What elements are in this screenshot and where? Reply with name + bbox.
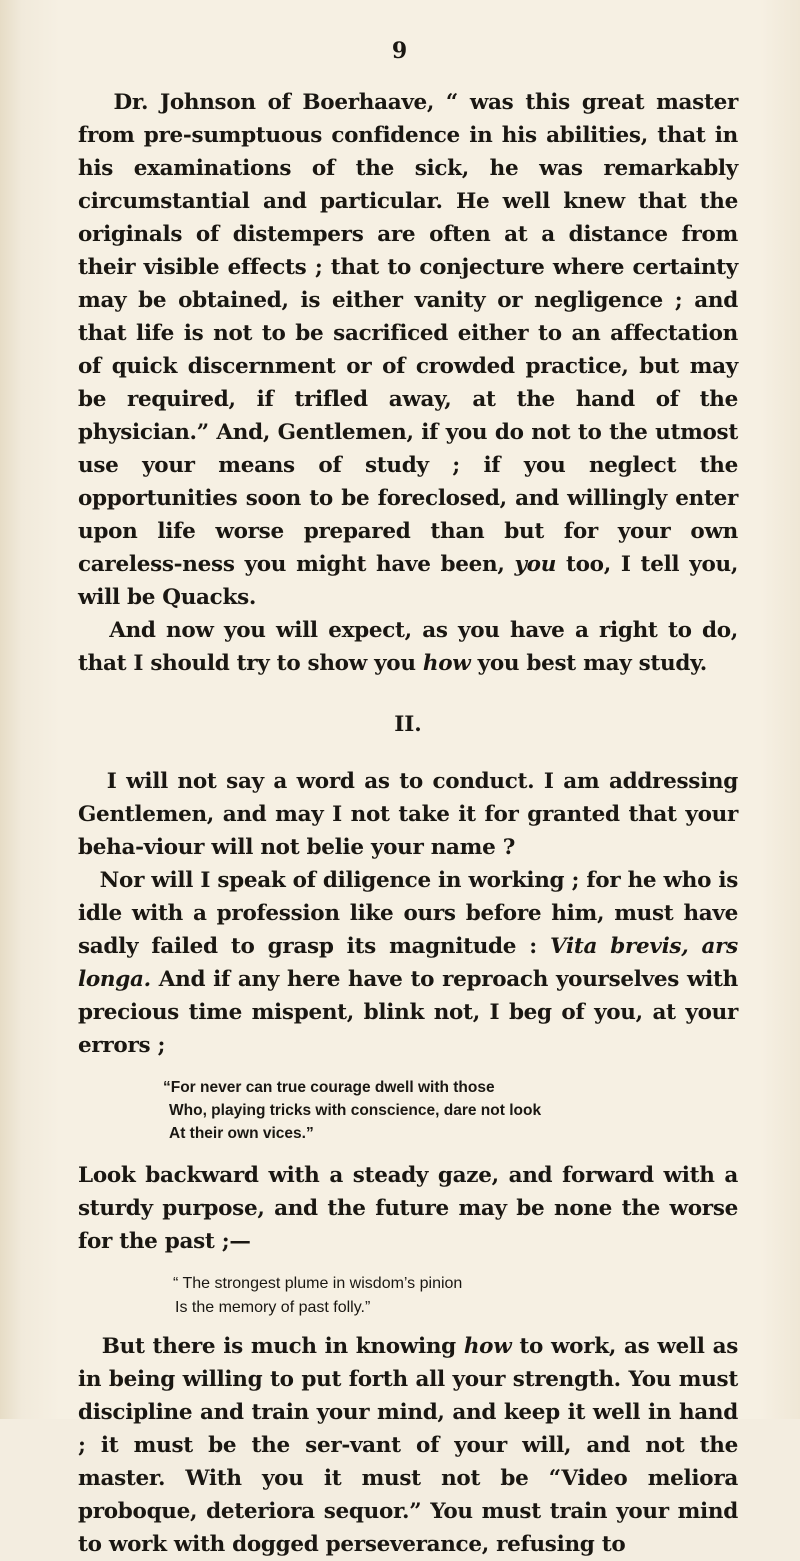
italic-emphasis: how [422, 651, 471, 676]
paragraph-text: Look backward with a steady gaze, and forward with a sturdy purpose, and the future may be none the worse for the past ;— [78, 1163, 738, 1254]
section-heading: II. [394, 712, 422, 737]
paragraph-how-to-study [78, 614, 738, 680]
paragraph-text: Nor will I speak of diligence in working ; for he who is idle with a profession like ours before him, must have sadly failed to grasp its magnitude : [78, 868, 738, 959]
body-text [78, 86, 738, 1561]
paragraph-text: Dr. Johnson of Boerhaave, “ was this great master from pre-sumptuous confidence in his abilities, that in his examinations of the sick, he was remarkably circumstantial and particular. He well knew that the originals of distempers are often at a distance from their visible effects ; that to conjecture where certainty may be obtained, is either vanity or negligence ; and that life is not to be sacrificed either to an affectation of quick discernment or of crowded practice, but may be required, if trifled away, at the hand of the physician.” And, Gentlemen, if you do not to the utmost use your means of study ; if you neglect the opportunities soon to be foreclosed, and willingly enter upon life worse prepared than but for your own careless-ness you might have been, [78, 90, 738, 577]
verse-line: Who, playing tricks with conscience, dare not look [169, 1102, 542, 1119]
verse-line: Is the memory of past folly.” [175, 1299, 371, 1316]
verse-quote-courage [78, 1076, 738, 1145]
paragraph-text: But there is much in knowing [101, 1334, 464, 1359]
paragraph-how-to-work [78, 1330, 738, 1561]
paragraph-text-after: you best may study. [470, 651, 707, 676]
paragraph-text-after: too, I tell you, will be Quacks. [78, 552, 739, 610]
verse-line: At their own vices.” [169, 1125, 314, 1142]
verse-quote-wisdom [78, 1272, 738, 1320]
paragraph-text: I will not say a word as to conduct. I am addressing Gentlemen, and may I not take it for granted that your beha-viour will not belie your name ? [78, 769, 739, 860]
italic-emphasis: how [463, 1334, 512, 1359]
paragraph-text-after: to work, as well as in being willing to put forth all your strength. You must discipline and train your mind, and keep it well in hand ; it must be the ser-vant of your will, and not the master. With you it must not be “Video meliora proboque, deteriora sequor.” You must train your mind to work with dogged perseverance, refusing to [78, 1334, 739, 1557]
paragraph-diligence [78, 864, 738, 1062]
page-number: 9 [391, 38, 409, 64]
paragraph-johnson-quote [78, 86, 738, 614]
paragraph-conduct [78, 765, 738, 864]
italic-emphasis: you [514, 552, 557, 577]
italic-latin-phrase: Vita brevis, ars longa. [78, 934, 738, 992]
paragraph-text-after: And if any here have to reproach yourselves with precious time mispent, blink not, I beg of you, at your errors ; [78, 967, 738, 1058]
paragraph-look-backward [78, 1159, 738, 1258]
paragraph-text: And now you will expect, as you have a right to do, that I should try to show you [78, 618, 738, 676]
verse-line: “For never can true courage dwell with those [163, 1079, 495, 1096]
verse-line: “ The strongest plume in wisdom’s pinion [173, 1275, 463, 1292]
